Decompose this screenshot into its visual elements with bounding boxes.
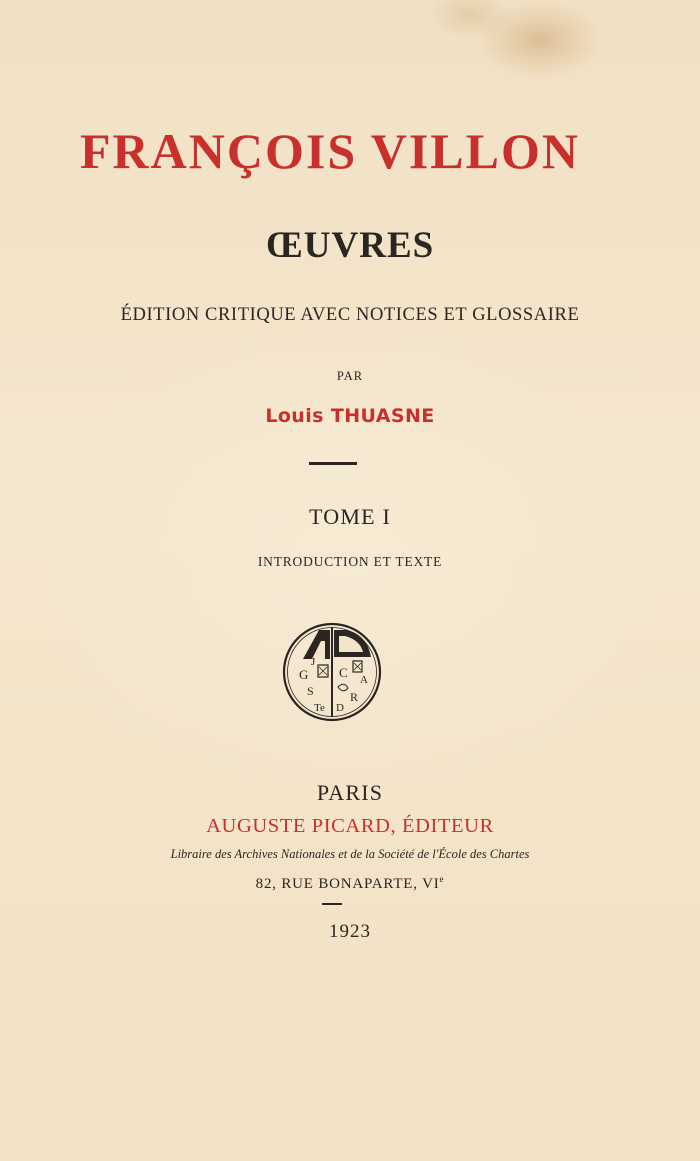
divider-rule	[309, 462, 357, 465]
mark-letter-a: A	[360, 674, 368, 686]
volume-subtitle: INTRODUCTION ET TEXTE	[257, 554, 443, 569]
publisher-description: Libraire des Archives Nationales et de la Société de l'École des Chartes	[170, 847, 530, 861]
address-superscript: e	[439, 874, 445, 884]
publisher-address	[0, 868, 700, 895]
mark-letter-g: G	[299, 667, 309, 682]
volume-number: TOME I	[309, 504, 391, 529]
publisher-name: AUGUSTE PICARD, ÉDITEUR	[206, 815, 494, 837]
editor-name: Louis THUASNE	[265, 405, 435, 427]
mark-letter-c: C	[339, 665, 348, 680]
mark-letter-r: R	[350, 690, 359, 704]
edition-subtitle: ÉDITION CRITIQUE AVEC NOTICES ET GLOSSAIRE	[120, 305, 580, 325]
by-label: PAR	[336, 369, 364, 383]
publication-city: PARIS	[316, 780, 384, 805]
mark-letter-j: J	[311, 656, 316, 668]
address-text: 82, RUE BONAPARTE, VI	[255, 876, 440, 892]
author-name: FRANÇOIS VILLON	[80, 123, 580, 179]
short-divider	[322, 903, 342, 905]
mark-letter-te: Te	[314, 702, 325, 714]
work-title: ŒUVRES	[265, 225, 435, 266]
mark-letter-s: S	[307, 684, 314, 698]
publication-year: 1923	[329, 921, 371, 942]
mark-letter-d: D	[336, 702, 344, 714]
printer-mark-emblem	[281, 621, 383, 723]
